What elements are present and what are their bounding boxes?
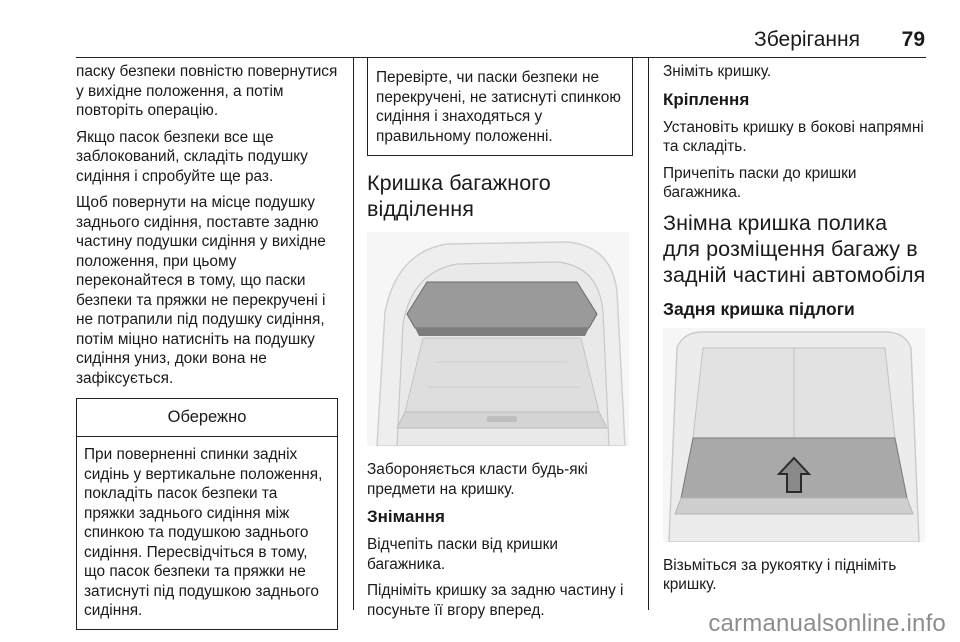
- paragraph: Підніміть кришку за задню частину і посуньте її вгору вперед.: [367, 582, 624, 619]
- column-3: [663, 62, 927, 602]
- paragraph: Зніміть кришку.: [663, 63, 772, 80]
- paragraph: Відчепіть паски від кришки багажника.: [367, 536, 558, 573]
- trunk-floor-drawing: [663, 328, 925, 542]
- page-header: [0, 0, 960, 58]
- section-title: Зберігання: [754, 28, 860, 51]
- column-2: [367, 58, 633, 627]
- caution-box: [76, 398, 338, 630]
- paragraph: Візьміться за рукоятку і підніміть кришку.: [663, 556, 897, 593]
- floor-cover-illustration: [663, 328, 925, 542]
- note-box: Перевірте, чи паски безпеки не перекручені, не затиснуті спинкою сидіння і знаходяться у правильному положенні.: [367, 58, 633, 156]
- paragraph: Якщо пасок безпеки все ще заблокований, складіть подушку сидіння і спробуйте ще раз.: [76, 128, 308, 185]
- caution-text: При поверненні спинки задніх сидінь у вертикальне положення, покладіть пасок безпеки та пряжки заднього сидіння між спинкою та подушкою заднього сидіння. Пересвідчіться в тому, що пасок безпеки та пряжки не затиснуті під подушкою заднього сидіння.: [84, 446, 323, 619]
- column-1: [76, 62, 338, 630]
- paragraph: Установіть кришку в бокові напрямні та складіть.: [663, 118, 924, 155]
- paragraph: паску безпеки повністю повернутися у вихідне положення, а потім повторіть операцію.: [76, 63, 338, 119]
- car-trunk-drawing: [367, 232, 629, 446]
- column-divider-2: [648, 58, 649, 610]
- cargo-cover-illustration: [367, 232, 629, 446]
- paragraph: Причепіть паски до кришки багажника.: [663, 164, 857, 201]
- section-heading: Кришка багажного відділення: [367, 171, 551, 221]
- caution-title: Обережно: [77, 399, 337, 437]
- subheading: Кріплення: [663, 89, 750, 109]
- watermark: carmanualsonline.info: [708, 610, 946, 637]
- paragraph: Забороняється класти будь-які предмети на кришку.: [367, 461, 588, 498]
- paragraph: Щоб повернути на місце подушку заднього сидіння, поставте задню частину подушки сидіння у вихідне положення, при цьому переконайтеся в тому, що паски безпеки та пряжки не перекручені і не потрапили під подушку сидіння, потім міцно натисніть на подушку сидіння униз, доки вона не зафіксується.: [76, 194, 326, 387]
- section-heading: Знімна кришка полика для розміщення багажу в задній частині автомобіля: [663, 210, 926, 287]
- column-divider-1: [353, 58, 354, 610]
- page-number: 79: [901, 28, 925, 51]
- subheading: Задня кришка підлоги: [663, 298, 855, 319]
- subheading: Знімання: [367, 507, 445, 526]
